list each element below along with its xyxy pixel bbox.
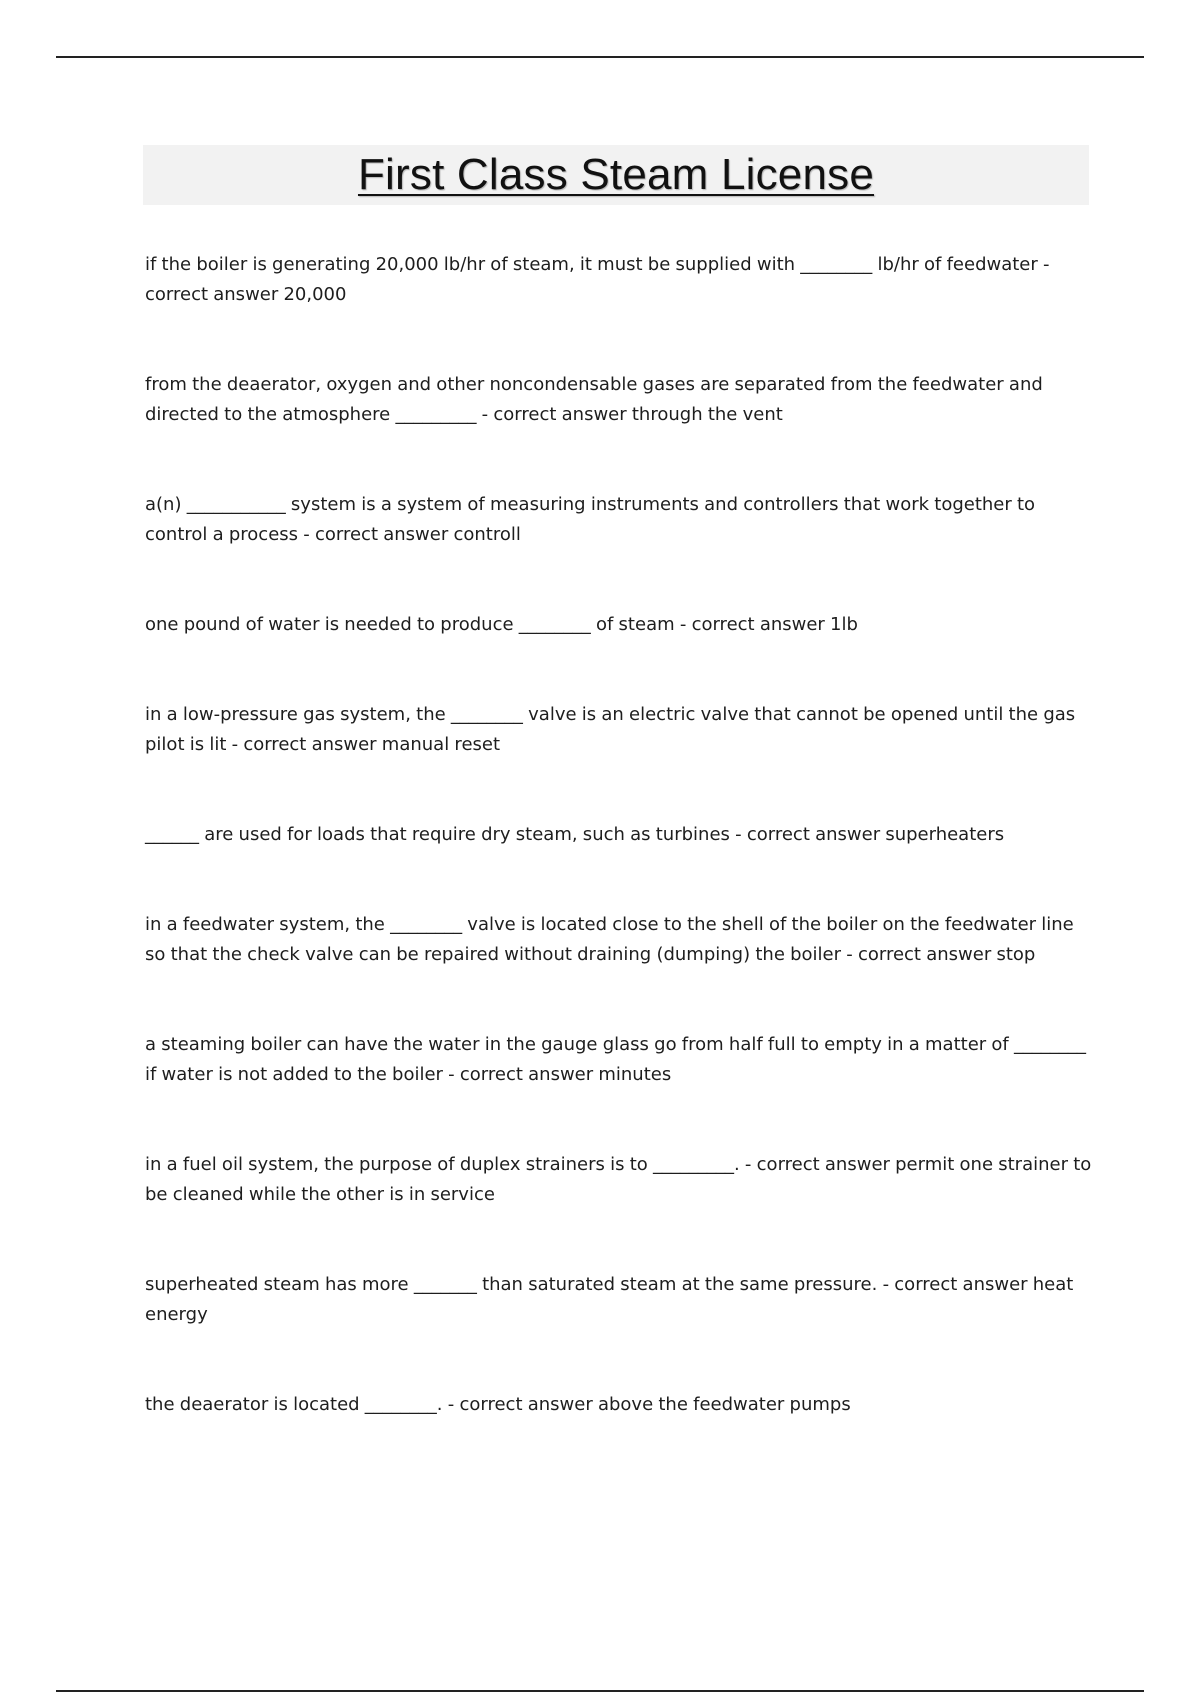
footer-rule bbox=[56, 1690, 1144, 1692]
title-banner bbox=[143, 145, 1089, 205]
header-rule bbox=[56, 56, 1144, 58]
question-item: in a feedwater system, the ________ valve is located close to the shell of the boiler on the feedwater line so that the check valve can be repaired without draining (dumping) the boiler - correct answer stop bbox=[145, 914, 1074, 965]
document-title: First Class Steam License bbox=[357, 150, 875, 199]
question-item: from the deaerator, oxygen and other noncondensable gases are separated from the feedwater and directed to the atmosphere _________ - correct answer through the vent bbox=[145, 374, 1043, 425]
question-item: in a low-pressure gas system, the ________ valve is an electric valve that cannot be opened until the gas pilot is lit - correct answer manual reset bbox=[145, 704, 1076, 755]
question-item: one pound of water is needed to produce ________ of steam - correct answer 1lb bbox=[145, 614, 858, 635]
question-item: if the boiler is generating 20,000 lb/hr of steam, it must be supplied with ________ lb/hr of feedwater - correct answer 20,000 bbox=[145, 254, 1050, 305]
question-item: a steaming boiler can have the water in the gauge glass go from half full to empty in a matter of ________ if water is not added to the boiler - correct answer minutes bbox=[145, 1034, 1086, 1085]
question-item: in a fuel oil system, the purpose of duplex strainers is to _________. - correct answer permit one strainer to be cleaned while the other is in service bbox=[145, 1154, 1092, 1205]
question-list bbox=[145, 250, 1095, 1480]
question-item: ______ are used for loads that require dry steam, such as turbines - correct answer superheaters bbox=[145, 824, 1005, 845]
question-item: superheated steam has more _______ than saturated steam at the same pressure. - correct answer heat energy bbox=[145, 1274, 1074, 1325]
question-item: a(n) ___________ system is a system of measuring instruments and controllers that work together to control a process - correct answer controll bbox=[145, 494, 1036, 545]
question-item: the deaerator is located ________. - correct answer above the feedwater pumps bbox=[145, 1394, 851, 1415]
